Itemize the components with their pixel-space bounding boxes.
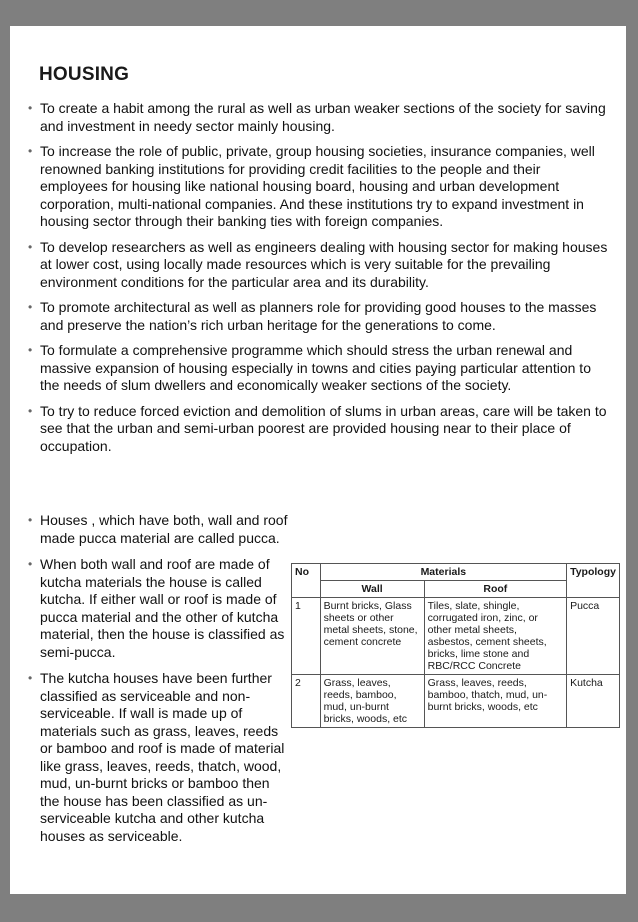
list-item [28,100,608,135]
bullet-icon: • [28,101,33,115]
header-wall: Wall [320,581,424,598]
classification-list [28,512,290,854]
bullet-icon: • [28,300,33,314]
list-item [28,143,608,231]
page-title: HOUSING [39,64,130,85]
header-typology: Typology [567,564,620,598]
list-item-text: To formulate a comprehensive programme which should stress the urban renewal and massive expansion of housing especially in towns and cities paying particular attention to the needs of slum dwellers and economically weaker sections of the society. [40,342,591,393]
header-materials: Materials [320,564,566,581]
cell-no: 1 [292,598,321,675]
header-no: No [292,564,321,598]
cell-roof: Tiles, slate, shingle, corrugated iron, zinc, or other metal sheets, asbestos, cement sheets, bricks, lime stone and RBC/RCC Concrete [424,598,566,675]
bullet-icon: • [28,671,33,685]
list-item [28,670,290,845]
list-item [28,239,608,292]
cell-wall: Burnt bricks, Glass sheets or other metal sheets, stone, cement concrete [320,598,424,675]
objectives-list [28,100,608,463]
list-item [28,299,608,334]
list-item [28,512,290,547]
list-item-text: The kutcha houses have been further classified as serviceable and non-serviceable. If wall is made up of materials such as grass, leaves, reeds or bamboo and roof is made of material like grass, leaves, reeds, thatch, wood, mud, un-burnt bricks or bamboo then the house has been classified as un-serviceable kutcha and other kutcha houses as serviceable. [40,670,285,844]
list-item [28,403,608,456]
table-row [292,675,620,728]
cell-typology: Pucca [567,598,620,675]
list-item-text: To promote architectural as well as planners role for providing good houses to the masses and preserve the nation’s rich urban heritage for the generations to come. [40,299,597,333]
cell-typology: Kutcha [567,675,620,728]
list-item-text: To create a habit among the rural as well as urban weaker sections of the society for saving and investment in needy sector mainly housing. [40,100,606,134]
bullet-icon: • [28,513,33,527]
list-item-text: To develop researchers as well as engineers dealing with housing sector for making houses at lower cost, using locally made resources which is very suitable for the prevailing environment conditions for the particular area and its durability. [40,238,608,290]
list-item-text: When both wall and roof are made of kutcha materials the house is called kutcha. If either wall or roof is made of pucca material and the other of kutcha material, then the house is classified as semi-pucca. [40,556,285,660]
bullet-icon: • [28,557,33,571]
document-page [10,26,626,894]
bullet-icon: • [28,403,33,418]
header-roof: Roof [424,581,566,598]
bullet-icon: • [28,144,33,158]
list-item-text: To try to reduce forced eviction and demolition of slums in urban areas, care will be taken to see that the urban and semi-urban poorest are provided housing near to their place of occupation. [40,402,607,454]
bullet-icon: • [28,343,33,357]
materials-table [291,563,620,728]
list-item-text: Houses , which have both, wall and roof made pucca material are called pucca. [40,512,288,546]
list-item [28,556,290,661]
bullet-icon: • [28,239,33,254]
cell-no: 2 [292,675,321,728]
list-item-text: To increase the role of public, private, group housing societies, insurance companies, well renowned banking institutions for providing credit facilities to the people and their employees for housing like national housing board, housing and urban development corporation, multi-national companies. And these institutions try to expand investment in housing sector through their banking ties with foreign companies. [40,143,595,229]
table-header-row [292,564,620,581]
list-item [28,342,608,395]
cell-wall: Grass, leaves, reeds, bamboo, mud, un-burnt bricks, woods, etc [320,675,424,728]
table-row [292,598,620,675]
cell-roof: Grass, leaves, reeds, bamboo, thatch, mud, un-burnt bricks, woods, etc [424,675,566,728]
